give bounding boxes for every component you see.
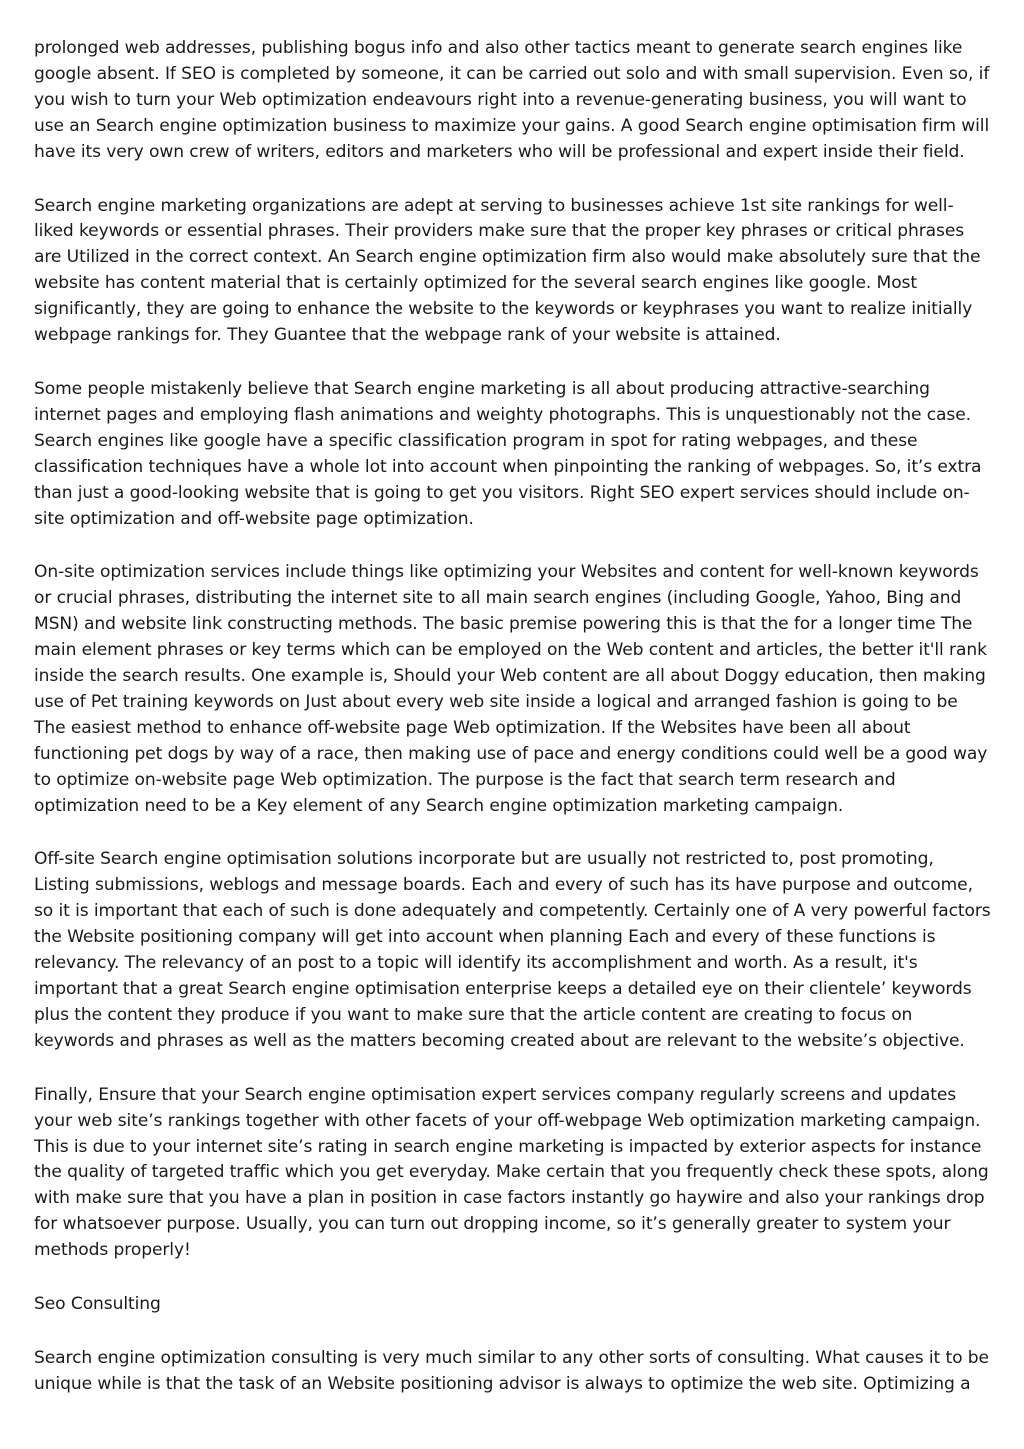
section-heading: Seo Consulting <box>34 1294 161 1315</box>
paragraph-5: Off-site Search engine optimisation solutions incorporate but are usually not restricted to, post promoting, Listing submissions, weblogs and message boards. Each and every of such has its have purpose and outcome, so it is important that each of such is done adequately and competently. Certainly one of A very powerful factors the Website positioning company will get into account when planning Each and every of these functions is relevancy. The relevancy of an post to a topic will identify its accomplishment and worth. As a result, it's important that a great Search engine optimisation enterprise keeps a detailed eye on their clientele’ keywords plus the content they produce if you want to make sure that the article content are creating to focus on keywords and phrases as well as the matters becoming created about are relevant to the website’s objective. <box>34 849 991 1051</box>
paragraph-1: prolonged web addresses, publishing bogus info and also other tactics meant to generate search engines like google absent. If SEO is completed by someone, it can be carried out solo and with small supervision. Even so, if you wish to turn your Web optimization endeavours right into a revenue-generating business, you will want to use an Search engine optimization business to maximize your gains. A good Search engine optimisation firm will have its very own crew of writers, editors and marketers who will be professional and expert inside their field. <box>34 38 990 162</box>
document-page <box>34 36 992 1426</box>
paragraph-4: On-site optimization services include things like optimizing your Websites and content for well-known keywords or crucial phrases, distributing the internet site to all main search engines (including Google, Yahoo, Bing and MSN) and website link constructing methods. The basic premise powering this is that the for a longer time The main element phrases or key terms which can be employed on the Web content and articles, the better it'll rank inside the search results. One example is, Should your Web content are all about Doggy education, then making use of Pet training keywords on Just about every web site inside a logical and arranged fashion is going to be The easiest method to enhance off-website page Web optimization. If the Websites have been all about functioning pet dogs by way of a race, then making use of pace and energy conditions could well be a good way to optimize on-website page Web optimization. The purpose is the fact that search term research and optimization need to be a Key element of any Search engine optimization marketing campaign. <box>34 562 988 816</box>
paragraph-6: Finally, Ensure that your Search engine optimisation expert services company regularly screens and updates your web site’s rankings together with other facets of your off-webpage Web optimization marketing campaign. This is due to your internet site’s rating in search engine marketing is impacted by exterior aspects for instance the quality of targeted traffic which you get everyday. Make certain that you frequently check these spots, along with make sure that you have a plan in position in case factors instantly go haywire and also your rankings drop for whatsoever purpose. Usually, you can turn out dropping income, so it’s generally greater to system your methods properly! <box>34 1084 989 1261</box>
paragraph-3: Some people mistakenly believe that Search engine marketing is all about producing attractive-searching internet pages and employing flash animations and weighty photographs. This is unquestionably not the case. Search engines like google have a specific classification program in spot for rating webpages, and these classification techniques have a whole lot into account when pinpointing the ranking of webpages. So, it’s extra than just a good-looking website that is going to get you visitors. Right SEO expert services should include on-site optimization and off-website page optimization. <box>34 378 982 529</box>
paragraph-2: Search engine marketing organizations are adept at serving to businesses achieve 1st site rankings for well-liked keywords or essential phrases. Their providers make sure that the proper key phrases or critical phrases are Utilized in the correct context. An Search engine optimization firm also would make absolutely sure that the website has content material that is certainly optimized for the several search engines like google. Most significantly, they are going to enhance the website to the keywords or keyphrases you want to realize initially webpage rankings for. They Guantee that the webpage rank of your website is attained. <box>34 195 981 346</box>
closing-paragraph: Search engine optimization consulting is very much similar to any other sorts of consulting. What causes it to be unique while is that the task of an Website positioning advisor is always to optimize the web site. Optimizing a <box>34 1347 989 1394</box>
